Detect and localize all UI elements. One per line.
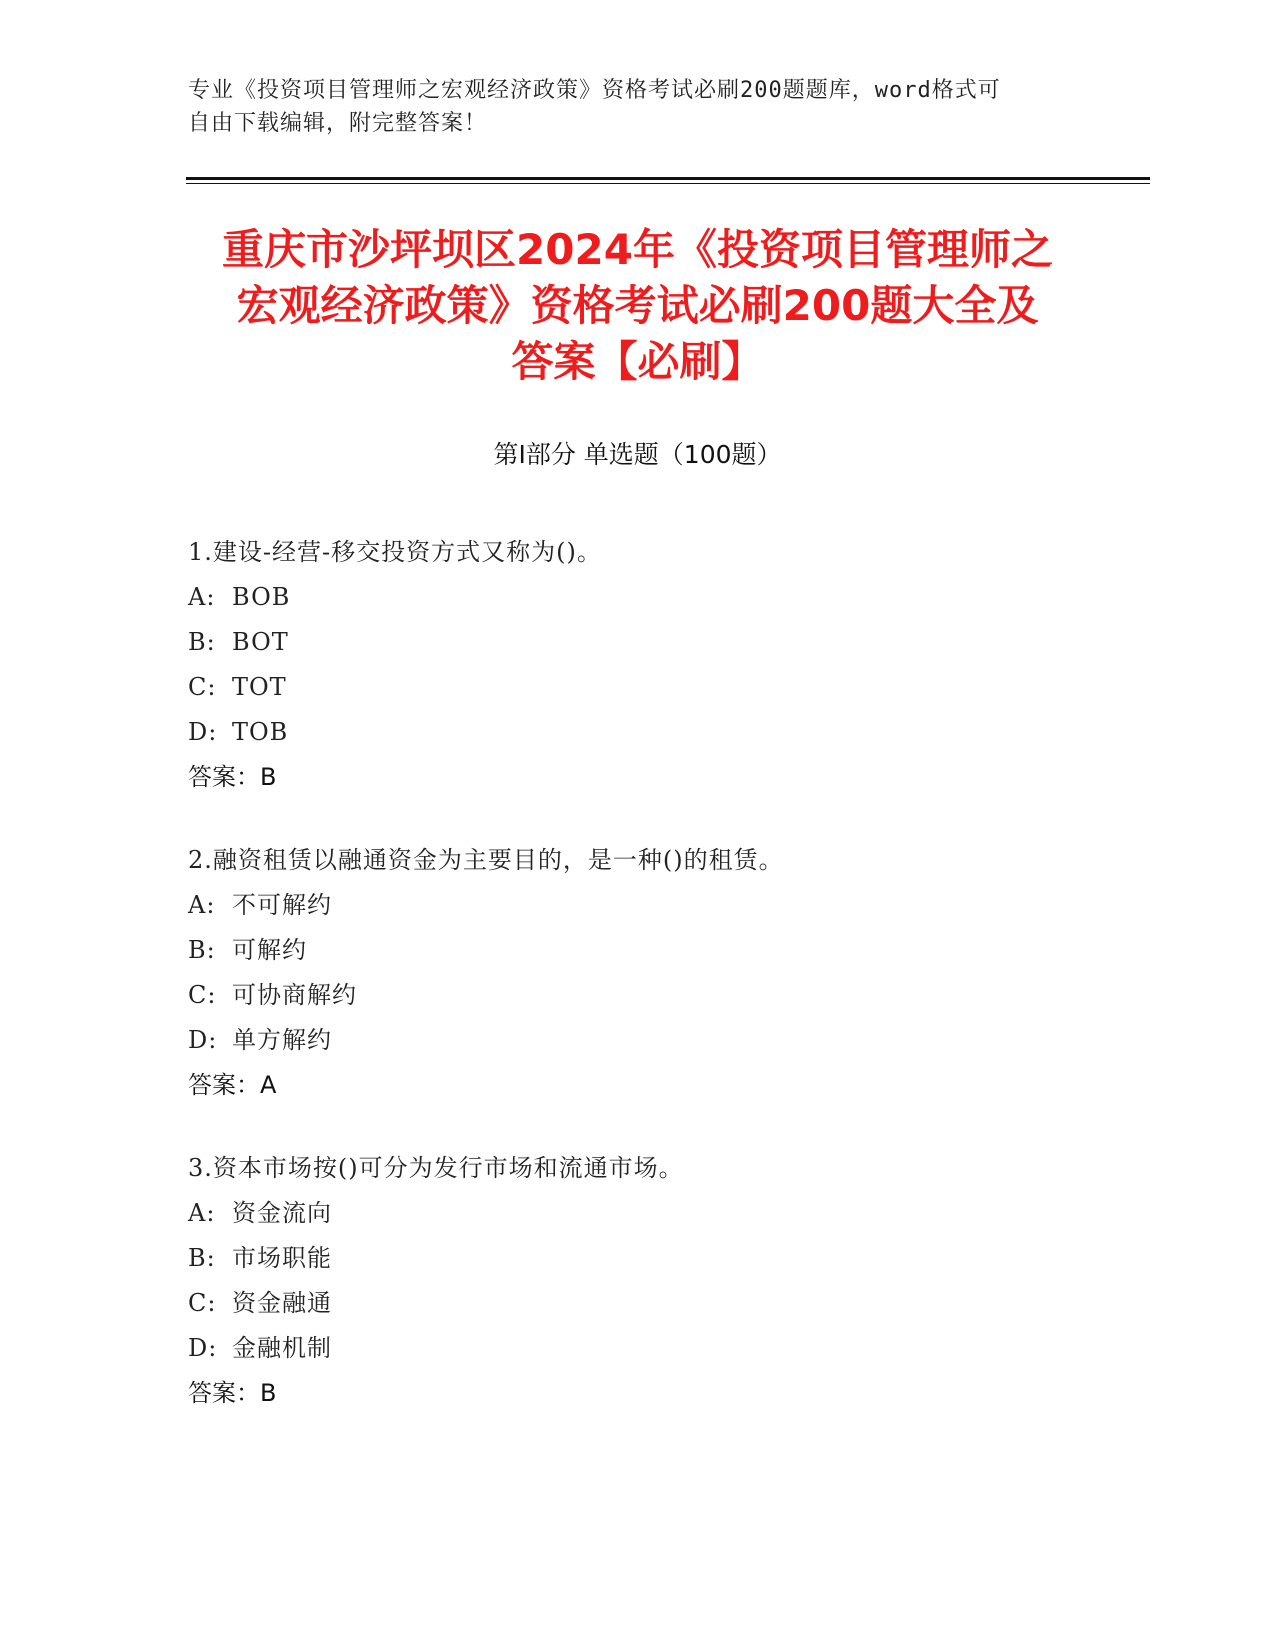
answer-line: 答案：A [188,1071,277,1099]
question-3 [188,1146,1148,1416]
question-stem: 2.融资租赁以融通资金为主要目的，是一种()的租赁。 [188,846,784,874]
option-key: D: [188,1026,218,1054]
option-key: C: [188,673,217,701]
question-1 [188,530,1148,800]
option-text: 可协商解约 [232,981,357,1009]
option-b [188,620,1148,665]
option-text: 不可解约 [232,891,332,919]
question-stem: 3.资本市场按()可分为发行市场和流通市场。 [188,1154,684,1182]
option-key: C: [188,981,217,1009]
option-key: B: [188,1244,216,1272]
option-text: BOB [232,583,291,611]
option-d [188,1326,1148,1371]
option-c [188,973,1148,1018]
option-a [188,575,1148,620]
option-key: C: [188,1289,217,1317]
option-key: D: [188,1334,218,1362]
option-c [188,665,1148,710]
option-text: 资金融通 [232,1289,332,1317]
option-a [188,883,1148,928]
option-text: 市场职能 [232,1244,332,1272]
question-2 [188,838,1148,1108]
option-text: TOT [232,673,287,701]
option-text: 可解约 [232,936,307,964]
option-text: 单方解约 [232,1026,332,1054]
option-key: A: [188,891,216,919]
option-d [188,710,1148,755]
option-a [188,1191,1148,1236]
header-rule-thin [186,183,1150,184]
intro-line-2: 自由下载编辑，附完整答案！ [188,111,488,136]
section-heading: 第Ⅰ部分 单选题（100题） [493,440,782,469]
question-stem: 1.建设-经营-移交投资方式又称为()。 [188,538,602,566]
option-d [188,1018,1148,1063]
title-line-2: 宏观经济政策》资格考试必刷200题大全及 [236,281,1039,330]
option-key: A: [188,583,216,611]
option-b [188,1236,1148,1281]
option-key: B: [188,628,216,656]
title-line-3: 答案【必刷】 [511,337,764,386]
option-key: B: [188,936,216,964]
option-key: D: [188,718,218,746]
question-list [188,530,1148,1454]
answer-line: 答案：B [188,763,277,791]
answer-line: 答案：B [188,1379,277,1407]
document-title [150,222,1125,390]
option-c [188,1281,1148,1326]
option-text: 金融机制 [232,1334,332,1362]
header-rule-thick [186,177,1150,180]
intro-line-1: 专业《投资项目管理师之宏观经济政策》资格考试必刷200题题库，word格式可 [188,78,1001,103]
intro-text [188,74,1068,140]
option-text: BOT [232,628,289,656]
option-text: TOB [232,718,289,746]
title-line-1: 重庆市沙坪坝区2024年《投资项目管理师之 [222,225,1053,274]
option-text: 资金流向 [232,1199,332,1227]
option-b [188,928,1148,973]
option-key: A: [188,1199,216,1227]
